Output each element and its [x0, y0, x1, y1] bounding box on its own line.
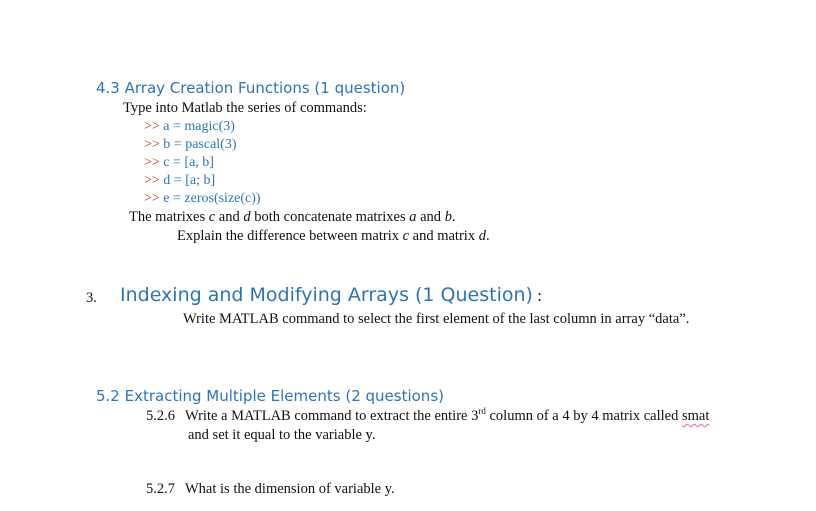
command-line — [144, 137, 237, 153]
section-4-3-instruction: Type into Matlab the series of commands: — [123, 100, 367, 116]
concatenate-note: The matrixes c and d both concatenate matrixes a and b. — [129, 209, 456, 225]
command-line — [144, 191, 261, 207]
command-prompt: >> — [144, 173, 160, 188]
question-5-2-6-number: 5.2.6 — [146, 408, 175, 424]
command-prompt: >> — [144, 191, 160, 206]
question-5-2-7-text: What is the dimension of variable y. — [185, 481, 395, 497]
command-prompt: >> — [144, 119, 160, 134]
command-line — [144, 155, 214, 171]
question-5-2-6-text: Write a MATLAB command to extract the entire 3rd column of a 4 by 4 matrix called smat — [185, 406, 710, 424]
section-5-2-heading: 5.2 Extracting Multiple Elements (2 questions) — [96, 387, 444, 405]
section-3-heading: Indexing and Modifying Arrays (1 Question) — [120, 284, 533, 306]
smat-spellcheck-word: smat — [681, 408, 710, 424]
command-line — [144, 173, 215, 189]
command-text: a = magic(3) — [163, 119, 235, 134]
question-5-2-7-number: 5.2.7 — [146, 481, 175, 497]
explain-question: Explain the difference between matrix c and matrix d. — [177, 228, 490, 244]
command-line — [144, 119, 235, 135]
section-3-number: 3. — [86, 290, 97, 306]
section-4-3-heading: 4.3 Array Creation Functions (1 question) — [96, 79, 406, 97]
command-text: e = zeros(size(c)) — [163, 191, 261, 206]
section-3-instruction: Write MATLAB command to select the first element of the last column in array “data”. — [183, 311, 690, 327]
command-text: d = [a; b] — [163, 173, 216, 188]
command-prompt: >> — [144, 155, 160, 170]
section-3-colon: : — [536, 287, 542, 305]
command-prompt: >> — [144, 137, 160, 152]
command-text: c = [a, b] — [163, 155, 214, 170]
section-3-heading-row — [120, 284, 542, 306]
question-5-2-6-line2: and set it equal to the variable y. — [188, 427, 376, 443]
command-text: b = pascal(3) — [163, 137, 237, 152]
